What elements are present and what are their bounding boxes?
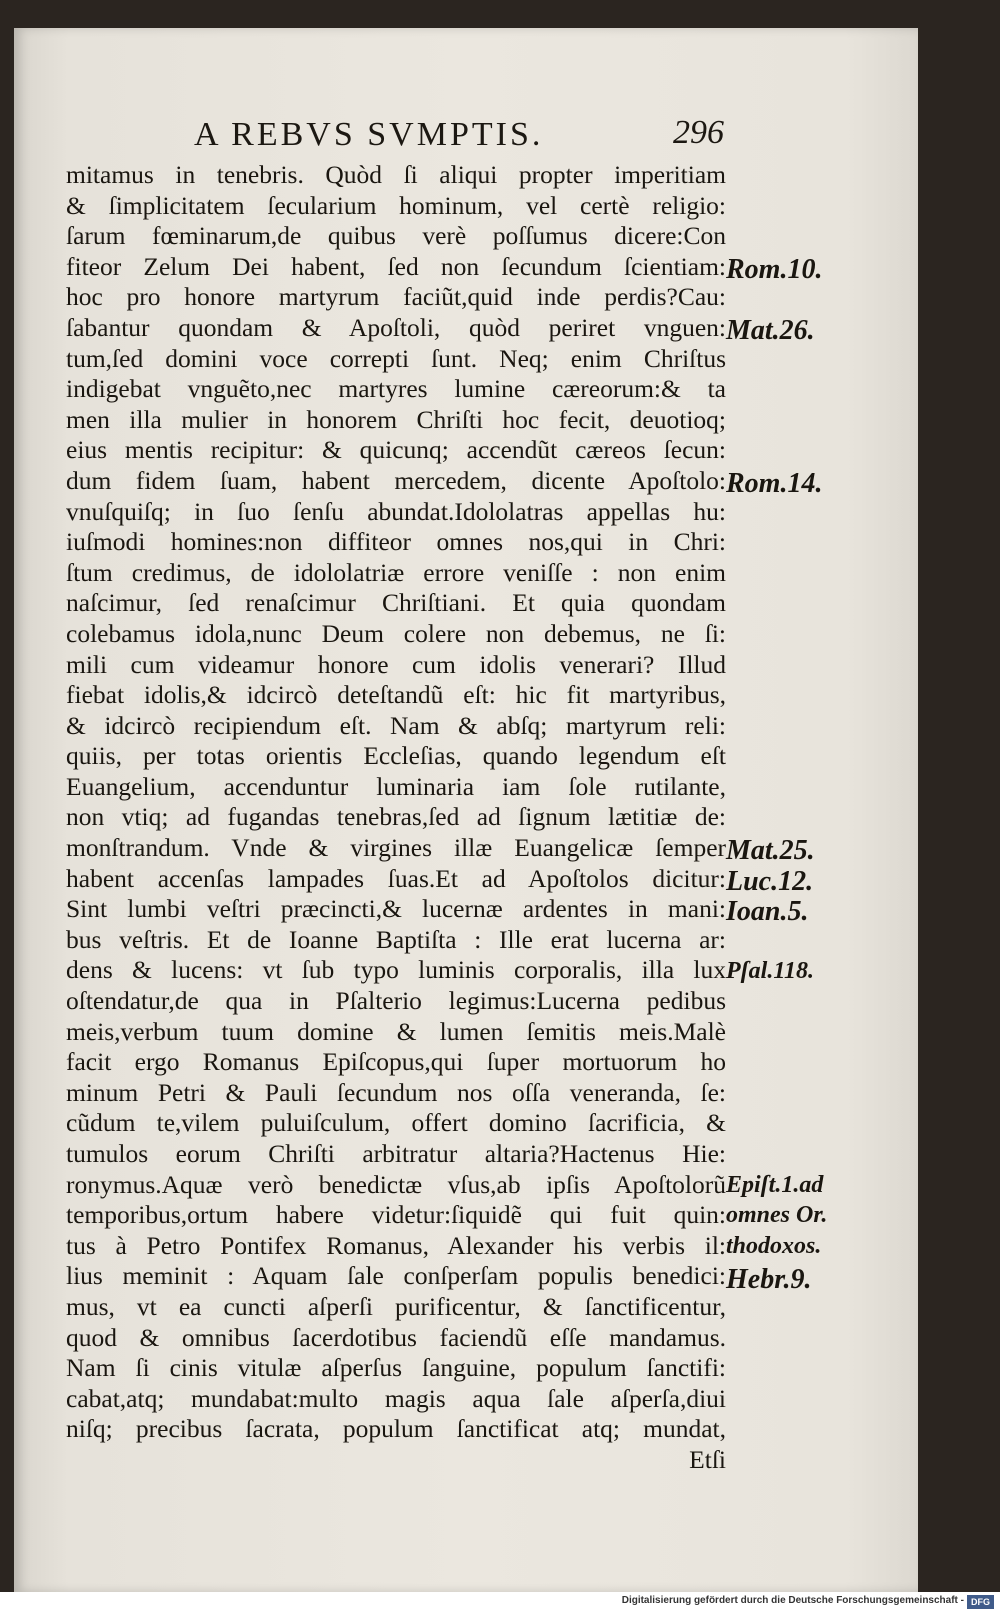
text-line: tum,ſed domini voce correpti ſunt. Neq; enim Chriſtus <box>66 343 726 373</box>
text-line: ſtum credimus, de idololatriæ errore veniſſe : non enim <box>66 557 726 587</box>
text-line: Euangelium, accenduntur luminaria iam ſole rutilante, <box>66 771 726 801</box>
text-line: colebamus idola,nunc Deum colere non debemus, ne ſi: <box>66 618 726 648</box>
margin-note: Luc.12. <box>726 865 814 897</box>
footer-bar <box>0 1592 1000 1613</box>
text-line: tus à Petro Pontifex Romanus, Alexander his verbis il: <box>66 1230 726 1260</box>
text-line: Nam ſi cinis vitulæ aſperſus ſanguine, populum ſanctifi: <box>66 1353 726 1383</box>
text-line: dum fidem ſuam, habent mercedem, dicente Apoſtolo: <box>66 465 726 495</box>
margin-note: Mat.25. <box>726 835 815 867</box>
text-line: minum Petri & Pauli ſecundum nos oſſa veneranda, ſe: <box>66 1077 726 1107</box>
text-line: men illa mulier in honorem Chriſti hoc fecit, deuotioq; <box>66 404 726 434</box>
text-line: facit ergo Romanus Epiſcopus,qui ſuper mortuorum ho <box>66 1047 726 1077</box>
page-number: 296 <box>673 114 724 151</box>
text-line: mili cum videamur honore cum idolis venerari? Illud <box>66 649 726 679</box>
text-line: quod & omnibus ſacerdotibus faciendũ eſſe mandamus. <box>66 1322 726 1352</box>
text-line: lius meminit : Aquam ſale conſperſam populis benedici: <box>66 1261 726 1291</box>
margin-note: Mat.26. <box>726 315 815 346</box>
book-page <box>14 28 918 1592</box>
text-line: indigebat vnguẽto,nec martyres lumine cæreorum:& ta <box>66 374 726 404</box>
text-line: & idcircò recipiendum eſt. Nam & abſq; martyrum reli: <box>66 710 726 740</box>
text-line: hoc pro honore martyrum faciũt,quid inde perdis?Cau: <box>66 282 726 312</box>
text-line: oſtendatur,de qua in Pſalterio legimus:Lucerna pedibus <box>66 986 726 1016</box>
margin-note: Hebr.9. <box>726 1263 812 1295</box>
text-line: mitamus in tenebris. Quòd ſi aliqui propter imperitiam <box>66 160 726 189</box>
text-line: naſcimur, ſed renaſcimur Chriſtiani. Et quia quondam <box>66 588 726 618</box>
text-line: vnuſquiſq; in ſuo ſenſu abundat.Idololatras appellas hu: <box>66 496 726 526</box>
margin-note: Pſal.118. <box>726 957 814 984</box>
funding-credit: Digitalisierung gefördert durch die Deutsche Forschungsgemeinschaft - <box>621 1595 964 1606</box>
text-line: & ſimplicitatem ſecularium hominum, vel certè religio: <box>66 190 726 220</box>
text-line: mus, vt ea cuncti aſperſi purificentur, & ſanctificentur, <box>66 1291 726 1321</box>
text-line: niſq; precibus ſacrata, populum ſanctificat atq; mundat, <box>66 1414 726 1444</box>
text-line: Etſi <box>689 1444 726 1474</box>
margin-note: Ioan.5. <box>726 896 809 928</box>
text-line: fiteor Zelum Dei habent, ſed non ſecundum ſcientiam: <box>66 251 726 281</box>
running-title: A REBVS SVMPTIS. <box>194 116 544 153</box>
text-line: ſarum fœminarum,de quibus verè poſſumus dicere:Con <box>66 221 726 251</box>
text-line: ronymus.Aquæ verò benedictæ vſus,ab ipſis Apoſtolorũ <box>66 1169 726 1199</box>
text-line: dens & lucens: vt ſub typo luminis corporalis, illa lux <box>66 955 726 985</box>
margin-note: thodoxos. <box>726 1233 822 1259</box>
text-line: bus veſtris. Et de Ioanne Baptiſta : Ille erat lucerna ar: <box>66 924 726 954</box>
margin-note: Rom.14. <box>726 468 823 499</box>
margin-note: Rom.10. <box>726 253 823 285</box>
margin-note: Epiſt.1.ad <box>726 1171 824 1198</box>
text-line: iuſmodi homines:non diffiteor omnes nos,qui in Chri: <box>66 527 726 557</box>
running-head <box>174 88 734 153</box>
text-line: temporibus,ortum habere videtur:ſiquidẽ qui fuit quin: <box>66 1200 726 1230</box>
text-line: fiebat idolis,& idcircò deteſtandũ eſt: hic fit martyribus, <box>66 680 726 710</box>
body-text <box>66 160 726 1476</box>
margin-note: omnes Or. <box>726 1202 828 1229</box>
text-line: ſabantur quondam & Apoſtoli, quòd periret vnguen: <box>66 312 726 342</box>
text-line: cũdum te,vilem puluiſculum, offert domino ſacrificia, & <box>66 1108 726 1138</box>
text-line: monſtrandum. Vnde & virgines illæ Euangelicæ ſemper <box>66 833 726 863</box>
text-line: eius mentis recipitur: & quicunq; accendũt cæreos ſecun: <box>66 435 726 465</box>
text-line: Sint lumbi veſtri præcincti,& lucernæ ardentes in mani: <box>66 894 726 924</box>
text-line: cabat,atq; mundabat:multo magis aqua ſale aſperſa,diui <box>66 1383 726 1413</box>
text-line: habent accenſas lampades ſuas.Et ad Apoſtolos dicitur: <box>66 863 726 893</box>
dfg-logo: DFG <box>967 1595 994 1609</box>
text-line: non vtiq; ad fugandas tenebras,ſed ad ſignum lætitiæ de: <box>66 802 726 832</box>
margin-notes <box>726 160 856 1420</box>
text-line: meis,verbum tuum domine & lumen ſemitis meis.Malè <box>66 1016 726 1046</box>
text-line: quiis, per totas orientis Eccleſias, quando legendum eſt <box>66 741 726 771</box>
text-line: tumulos eorum Chriſti arbitratur altaria?Hactenus Hie: <box>66 1139 726 1168</box>
